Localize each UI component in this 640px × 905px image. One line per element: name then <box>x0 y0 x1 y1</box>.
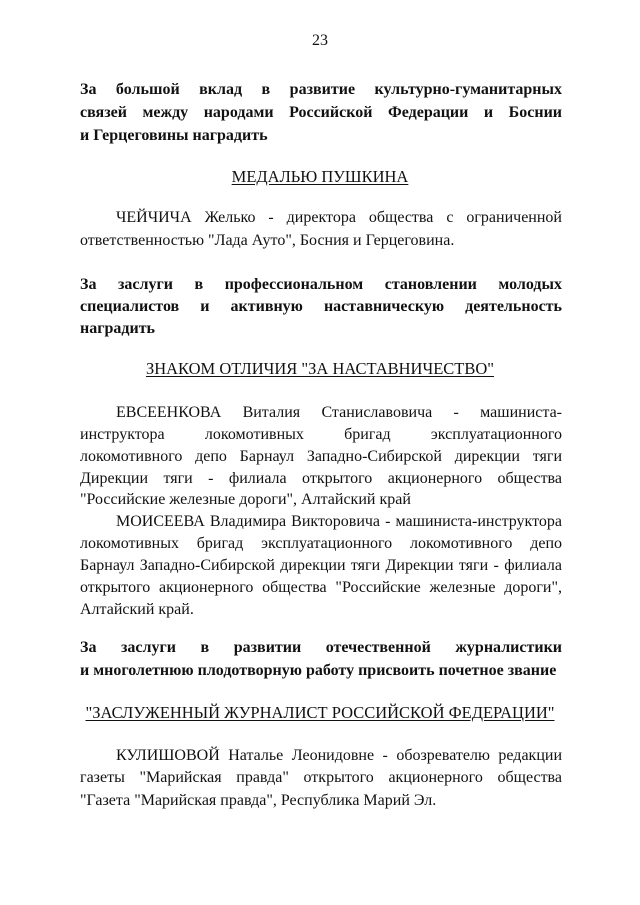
award-intro-line: и Герцеговины наградить <box>80 127 268 144</box>
award-intro-line: За заслуги в профессиональном становлении молодых <box>80 276 562 293</box>
award-title: "ЗАСЛУЖЕННЫЙ ЖУРНАЛИСТ РОССИЙСКОЙ ФЕДЕРАЦИИ" <box>85 703 555 722</box>
recipient-line: ЧЕЙЧИЧА Желько - директора общества с ограниченной <box>116 209 562 226</box>
recipient-line: "Газета "Марийская правда", Республика Марий Эл. <box>80 792 437 809</box>
award-intro-line: За заслуги в развитии отечественной журналистики <box>80 639 562 656</box>
award-intro-line: За большой вклад в развитие культурно-гуманитарных <box>80 81 562 98</box>
page-number: 23 <box>312 32 328 49</box>
award-intro-line: наградить <box>80 320 156 337</box>
recipient-line: Алтайский край. <box>80 601 194 618</box>
recipient-line: ответственностью "Лада Ауто", Босния и Герцеговина. <box>80 232 455 249</box>
award-title: ЗНАКОМ ОТЛИЧИЯ "ЗА НАСТАВНИЧЕСТВО" <box>145 359 495 378</box>
award-intro-line: специалистов и активную наставническую деятельность <box>80 298 562 315</box>
recipient-line: локомотивных бригад эксплуатационного локомотивного депо <box>80 535 562 552</box>
recipient-line: Барнаул Западно-Сибирской дирекции тяги Дирекции тяги - филиала <box>80 557 562 574</box>
recipient-line: газеты "Марийская правда" открытого акционерного общества <box>80 769 562 786</box>
award-title: МЕДАЛЬЮ ПУШКИНА <box>231 167 409 186</box>
award-intro-line: связей между народами Российской Федерации и Боснии <box>80 104 562 121</box>
recipient-line: МОИСЕЕВА Владимира Викторовича - машиниста-инструктора <box>116 513 562 530</box>
recipient-line: Дирекции тяги - филиала открытого акционерного общества <box>80 470 562 487</box>
recipient-line: инструктора локомотивных бригад эксплуатационного <box>80 426 562 443</box>
recipient-line: ЕВСЕЕНКОВА Виталия Станиславовича - машиниста- <box>116 404 562 421</box>
award-intro-line: и многолетнюю плодотворную работу присвоить почетное звание <box>80 662 557 679</box>
recipient-line: КУЛИШОВОЙ Наталье Леонидовне - обозревателю редакции <box>116 747 562 764</box>
recipient-line: открытого акционерного общества "Российские железные дороги", <box>80 579 562 596</box>
recipient-line: локомотивного депо Барнаул Западно-Сибирской дирекции тяги <box>80 448 562 465</box>
recipient-line: "Российские железные дороги", Алтайский край <box>80 491 411 508</box>
